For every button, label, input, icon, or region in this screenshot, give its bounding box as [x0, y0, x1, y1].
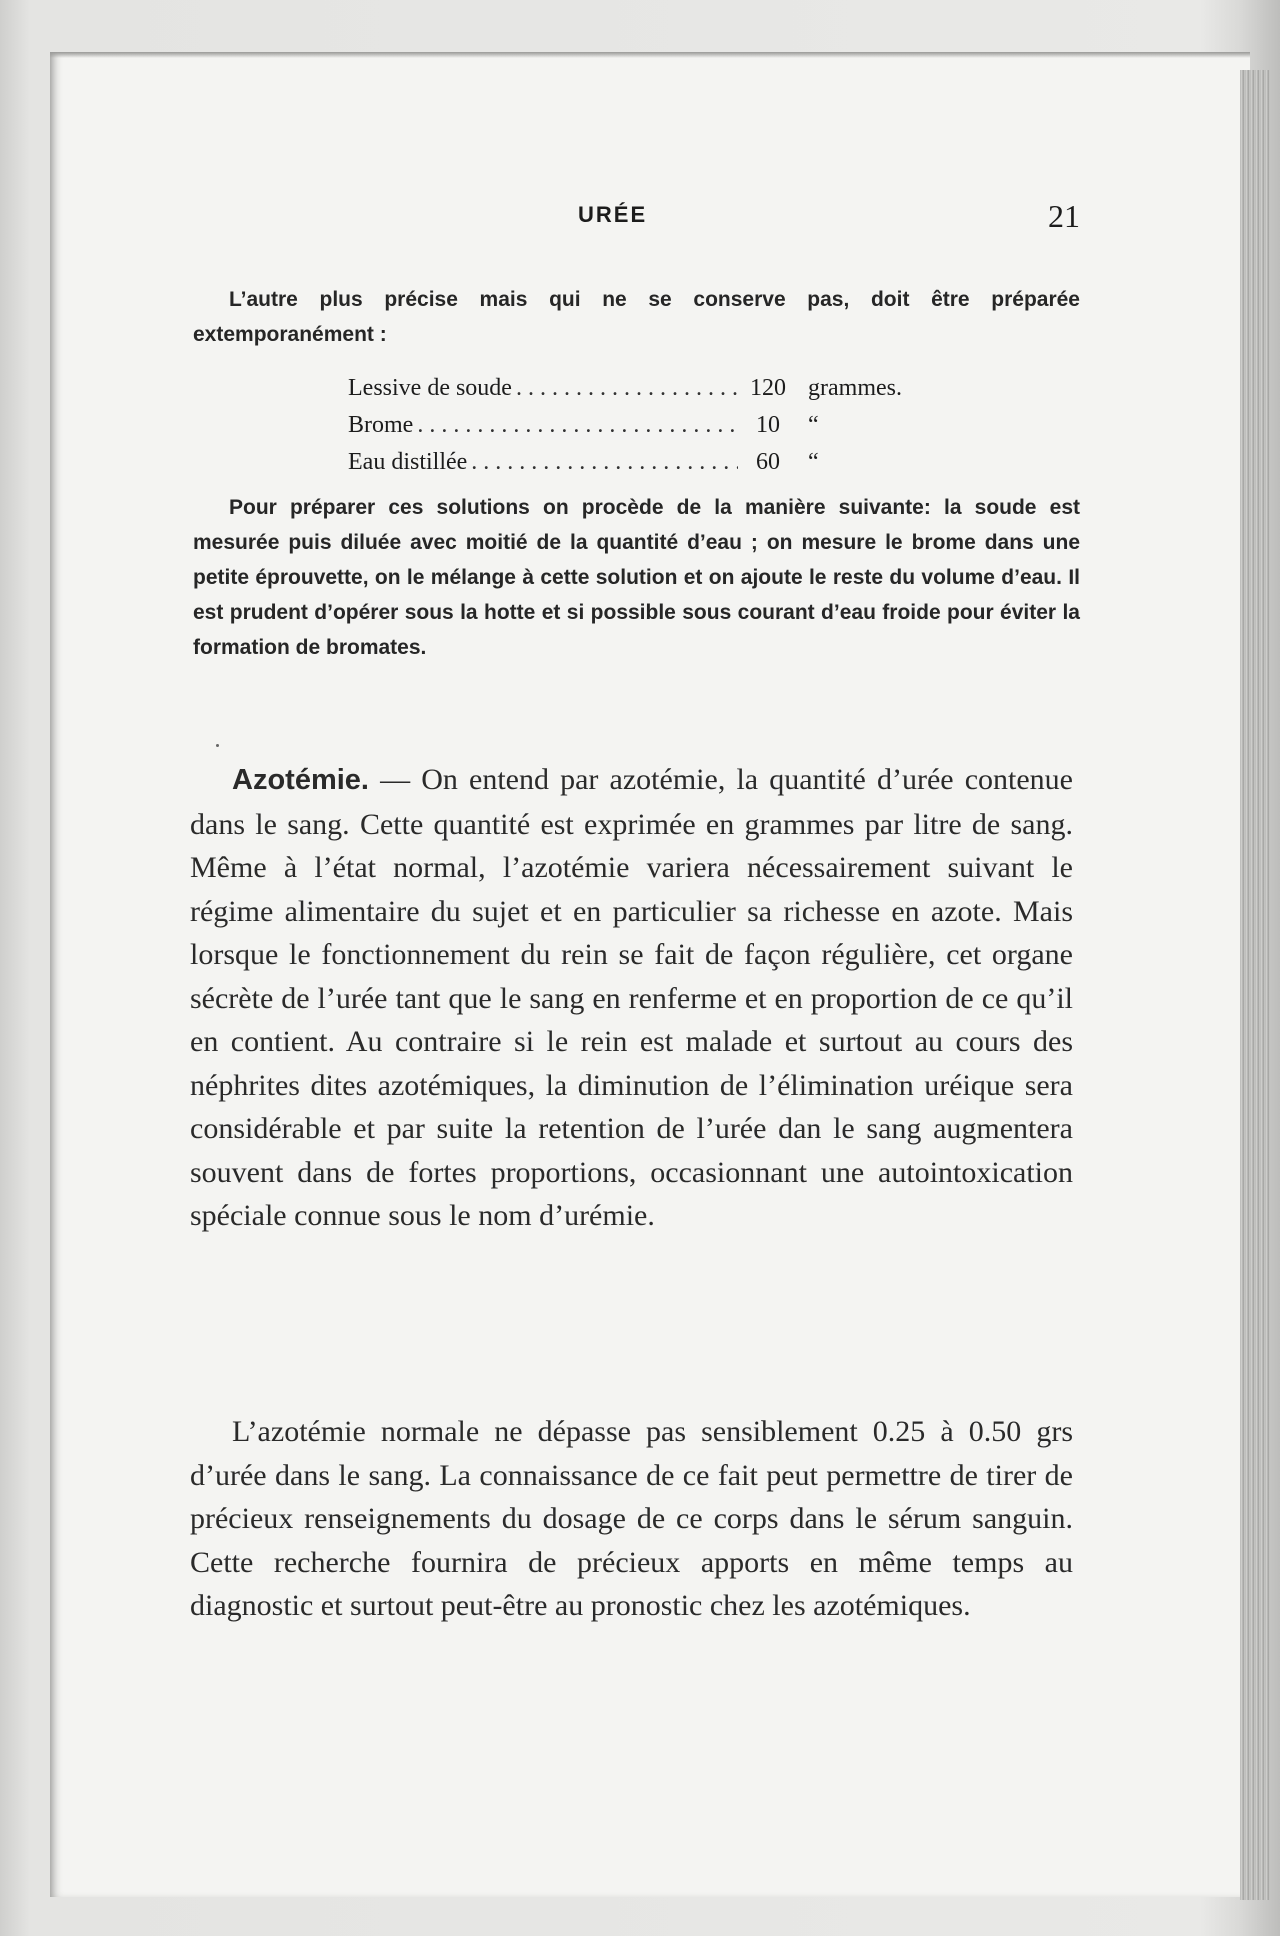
stray-mark [216, 744, 219, 747]
recipe-row [348, 444, 928, 481]
ingredient-quantity: 10 [756, 412, 780, 438]
ingredient-quantity: 120 [750, 375, 786, 401]
azotemie-paragraph [190, 758, 1073, 1238]
page-header [190, 198, 1080, 242]
ingredient-unit: “ [808, 449, 819, 475]
ingredient-name: Lessive de soude [348, 375, 512, 401]
dot-leader [413, 407, 738, 444]
normal-azotemie-paragraph: L’azotémie normale ne dépasse pas sensiblement 0.25 à 0.50 grs d’urée dans le sang. La connaissance de ce fait peut permettre de tirer de précieux renseignements du dosage de ce corps dans le sérum sanguin. Cette recherche fournira de précieux apports en même temps au diagnostic et surtout peut-être au pronostic chez les azotémiques. [190, 1415, 1073, 1622]
title-dash: — [368, 763, 422, 796]
ingredient-name: Brome [348, 412, 414, 438]
dot-leader [512, 370, 738, 407]
section-title: Azotémie. [232, 764, 369, 796]
recipe-row [348, 370, 928, 407]
recipe-row [348, 407, 928, 444]
page-number: 21 [1048, 198, 1080, 234]
page-edge-stack [1240, 70, 1270, 1900]
preparation-paragraph: Pour préparer ces solutions on procède de la manière suivante: la soude est mesurée puis diluée avec moitié de la quantité d’eau ; on mesure le brome dans une petite éprouvette, on le mélange à cette solution et on ajoute le reste du volume d’eau. Il est prudent d’opérer sous la hotte et si possible sous courant d’eau froide pour éviter la formation de bromates. [193, 496, 1080, 659]
recipe-table [348, 370, 928, 481]
dot-leader [467, 444, 738, 481]
running-head: URÉE [578, 202, 648, 227]
ingredient-unit: grammes. [808, 375, 902, 401]
ingredient-quantity: 60 [756, 449, 780, 475]
page-top-shadow [50, 52, 1250, 58]
ingredient-name: Eau distillée [348, 449, 468, 475]
intro-paragraph: L’autre plus précise mais qui ne se conserve pas, doit être préparée extemporanément : [193, 288, 1080, 346]
azotemie-text: On entend par azotémie, la quantité d’urée contenue dans le sang. Cette quantité est exprimée en grammes par litre de sang. Même à l’état normal, l’azotémie variera nécessairement suivant le régime alimentaire du sujet et en particulier sa richesse en azote. Mais lorsque le fonctionnement du rein se fait de façon régulière, cet organe sécrète de l’urée tant que le sang en renferme et en proportion de ce qu’il en contient. Au contraire si le rein est malade et surtout au cours des néphrites dites azotémiques, la diminution de l’élimination uréique sera considérable et par suite la retention de l’urée dan le sang augmentera souvent dans de fortes proportions, occasionnant une autointoxication spéciale connue sous le nom d’urémie. [190, 763, 1073, 1232]
ingredient-unit: “ [808, 412, 819, 438]
